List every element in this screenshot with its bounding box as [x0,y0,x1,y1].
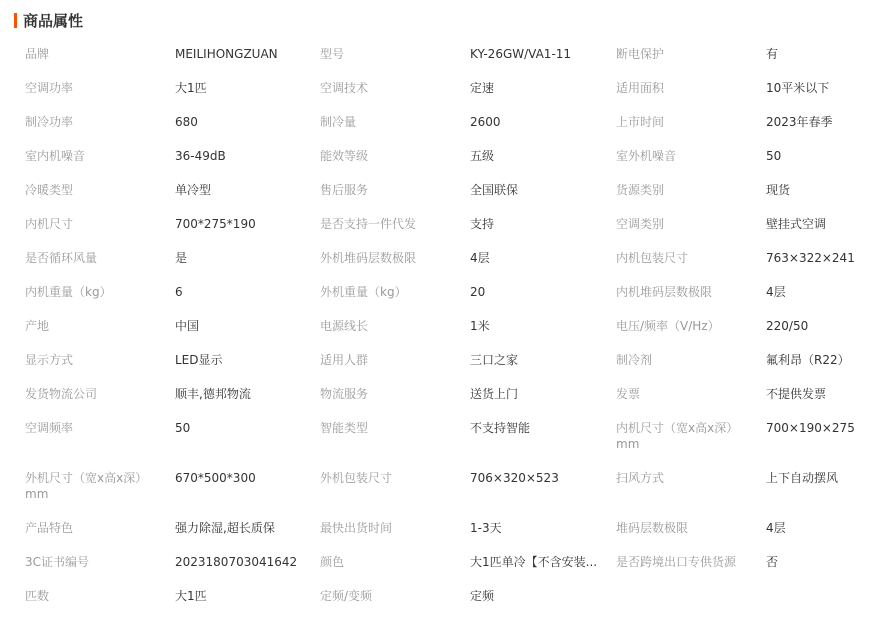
attribute-value: 大1匹 [175,81,207,95]
attribute-row [14,464,864,514]
attribute-value: 单冷型 [175,183,212,197]
attribute-value: 763×322×241 [766,251,855,265]
attribute-label: 内机尺寸 [25,217,74,231]
attribute-label: 制冷量 [320,115,357,129]
attribute-value: 680 [175,115,198,129]
attribute-label: 外机堆码层数极限 [320,251,417,265]
attribute-label: 3C证书编号 [25,555,90,569]
attribute-label: 上市时间 [616,115,665,129]
attribute-value: 1米 [470,319,490,333]
attribute-label: 堆码层数极限 [616,521,689,535]
attribute-label: 空调技术 [320,81,369,95]
attribute-value: 大1匹单冷【不含安装... [470,555,598,569]
attribute-value: KY-26GW/VA1-11 [470,47,572,61]
attribute-label: 发票 [616,387,641,401]
attribute-label: 显示方式 [25,353,74,367]
attribute-value: MEILIHONGZUAN [175,47,278,61]
attribute-label: 制冷剂 [616,353,653,367]
attribute-label: 外机尺寸（宽x高x深）mm [25,471,148,501]
attribute-value: 2023年春季 [766,115,833,129]
attribute-row [14,414,864,464]
attribute-value: 50 [766,149,782,163]
attribute-label: 空调频率 [25,421,74,435]
attribute-row [14,548,864,582]
attribute-row [14,108,864,142]
attribute-label: 颜色 [320,555,345,569]
attribute-value: 700×190×275 [766,421,855,435]
attribute-value: 否 [766,555,779,569]
attribute-label: 外机重量（kg） [320,285,407,299]
attribute-label: 冷暖类型 [25,183,74,197]
attribute-value: 670*500*300 [175,471,256,485]
attribute-label: 适用面积 [616,81,665,95]
attribute-value: 20 [470,285,486,299]
attribute-row [14,346,864,380]
attribute-value: 1-3天 [470,521,502,535]
attribute-label: 是否跨境出口专供货源 [616,555,737,569]
attribute-row [14,278,864,312]
attribute-label: 售后服务 [320,183,369,197]
attribute-value: 706×320×523 [470,471,559,485]
attribute-value: 是 [175,251,188,265]
attribute-row [14,210,864,244]
attribute-label: 发货物流公司 [25,387,98,401]
attribute-value: 220/50 [766,319,809,333]
attribute-row [14,244,864,278]
attribute-value: 支持 [470,217,495,231]
attribute-label: 空调类别 [616,217,665,231]
attribute-value: 10平米以下 [766,81,830,95]
attribute-label [605,582,755,616]
attribute-label: 室内机噪音 [25,149,86,163]
section-header [0,0,891,40]
attribute-row [14,40,864,74]
attribute-value: 4层 [470,251,490,265]
attribute-value: 36-49dB [175,149,226,163]
attribute-label: 货源类别 [616,183,665,197]
attribute-label: 最快出货时间 [320,521,393,535]
attribute-row [14,514,864,548]
attribute-label: 断电保护 [616,47,665,61]
attribute-value: 6 [175,285,183,299]
attribute-label: 空调功率 [25,81,74,95]
attribute-value: 不提供发票 [766,387,827,401]
attribute-row [14,176,864,210]
attribute-label: 外机包装尺寸 [320,471,393,485]
attribute-value: 现货 [766,183,791,197]
attribute-row [14,74,864,108]
attribute-label: 产品特色 [25,521,74,535]
attribute-value: 上下自动摆风 [766,471,839,485]
attribute-value: 定速 [470,81,495,95]
attribute-label: 智能类型 [320,421,369,435]
attribute-label: 是否循环风量 [25,251,98,265]
section-accent-bar [14,13,17,28]
product-attributes-table [14,40,864,616]
attribute-label: 室外机噪音 [616,149,677,163]
attribute-label: 内机包装尺寸 [616,251,689,265]
attribute-value: LED显示 [175,353,223,367]
attribute-value: 顺丰,德邦物流 [175,387,251,401]
section-title: 商品属性 [23,11,84,30]
attribute-value: 全国联保 [470,183,519,197]
attribute-value: 不支持智能 [470,421,531,435]
attribute-row [14,380,864,414]
attribute-label: 物流服务 [320,387,369,401]
attribute-value: 送货上门 [470,387,519,401]
attribute-label: 适用人群 [320,353,369,367]
attribute-row [14,582,864,616]
attribute-value [755,582,864,616]
attribute-value: 中国 [175,319,200,333]
attribute-label: 能效等级 [320,149,369,163]
attribute-value: 三口之家 [470,353,519,367]
attributes-body [14,40,864,616]
attribute-label: 电压/频率（V/Hz） [616,319,720,333]
attribute-label: 是否支持一件代发 [320,217,417,231]
attribute-value: 有 [766,47,779,61]
attribute-label: 制冷功率 [25,115,74,129]
attribute-value: 氟利昂（R22） [766,353,850,367]
attribute-value: 定频 [470,589,495,603]
attribute-label: 型号 [320,47,345,61]
attribute-label: 内机堆码层数极限 [616,285,713,299]
attribute-label: 电源线长 [320,319,369,333]
attribute-label: 内机尺寸（宽x高x深）mm [616,421,739,451]
attribute-row [14,312,864,346]
attribute-value: 强力除湿,超长质保 [175,521,275,535]
attribute-label: 定频/变频 [320,589,373,603]
attribute-label: 扫风方式 [616,471,665,485]
attribute-value: 2600 [470,115,501,129]
attribute-value: 2023180703041642 [175,555,298,569]
attribute-label: 内机重量（kg） [25,285,112,299]
attribute-value: 4层 [766,285,786,299]
attribute-label: 品牌 [25,47,50,61]
attribute-value: 壁挂式空调 [766,217,827,231]
attribute-value: 五级 [470,149,495,163]
attribute-label: 匹数 [25,589,50,603]
attribute-value: 4层 [766,521,786,535]
attribute-value: 50 [175,421,191,435]
attribute-row [14,142,864,176]
attribute-value: 700*275*190 [175,217,256,231]
attribute-label: 产地 [25,319,50,333]
attribute-value: 大1匹 [175,589,207,603]
